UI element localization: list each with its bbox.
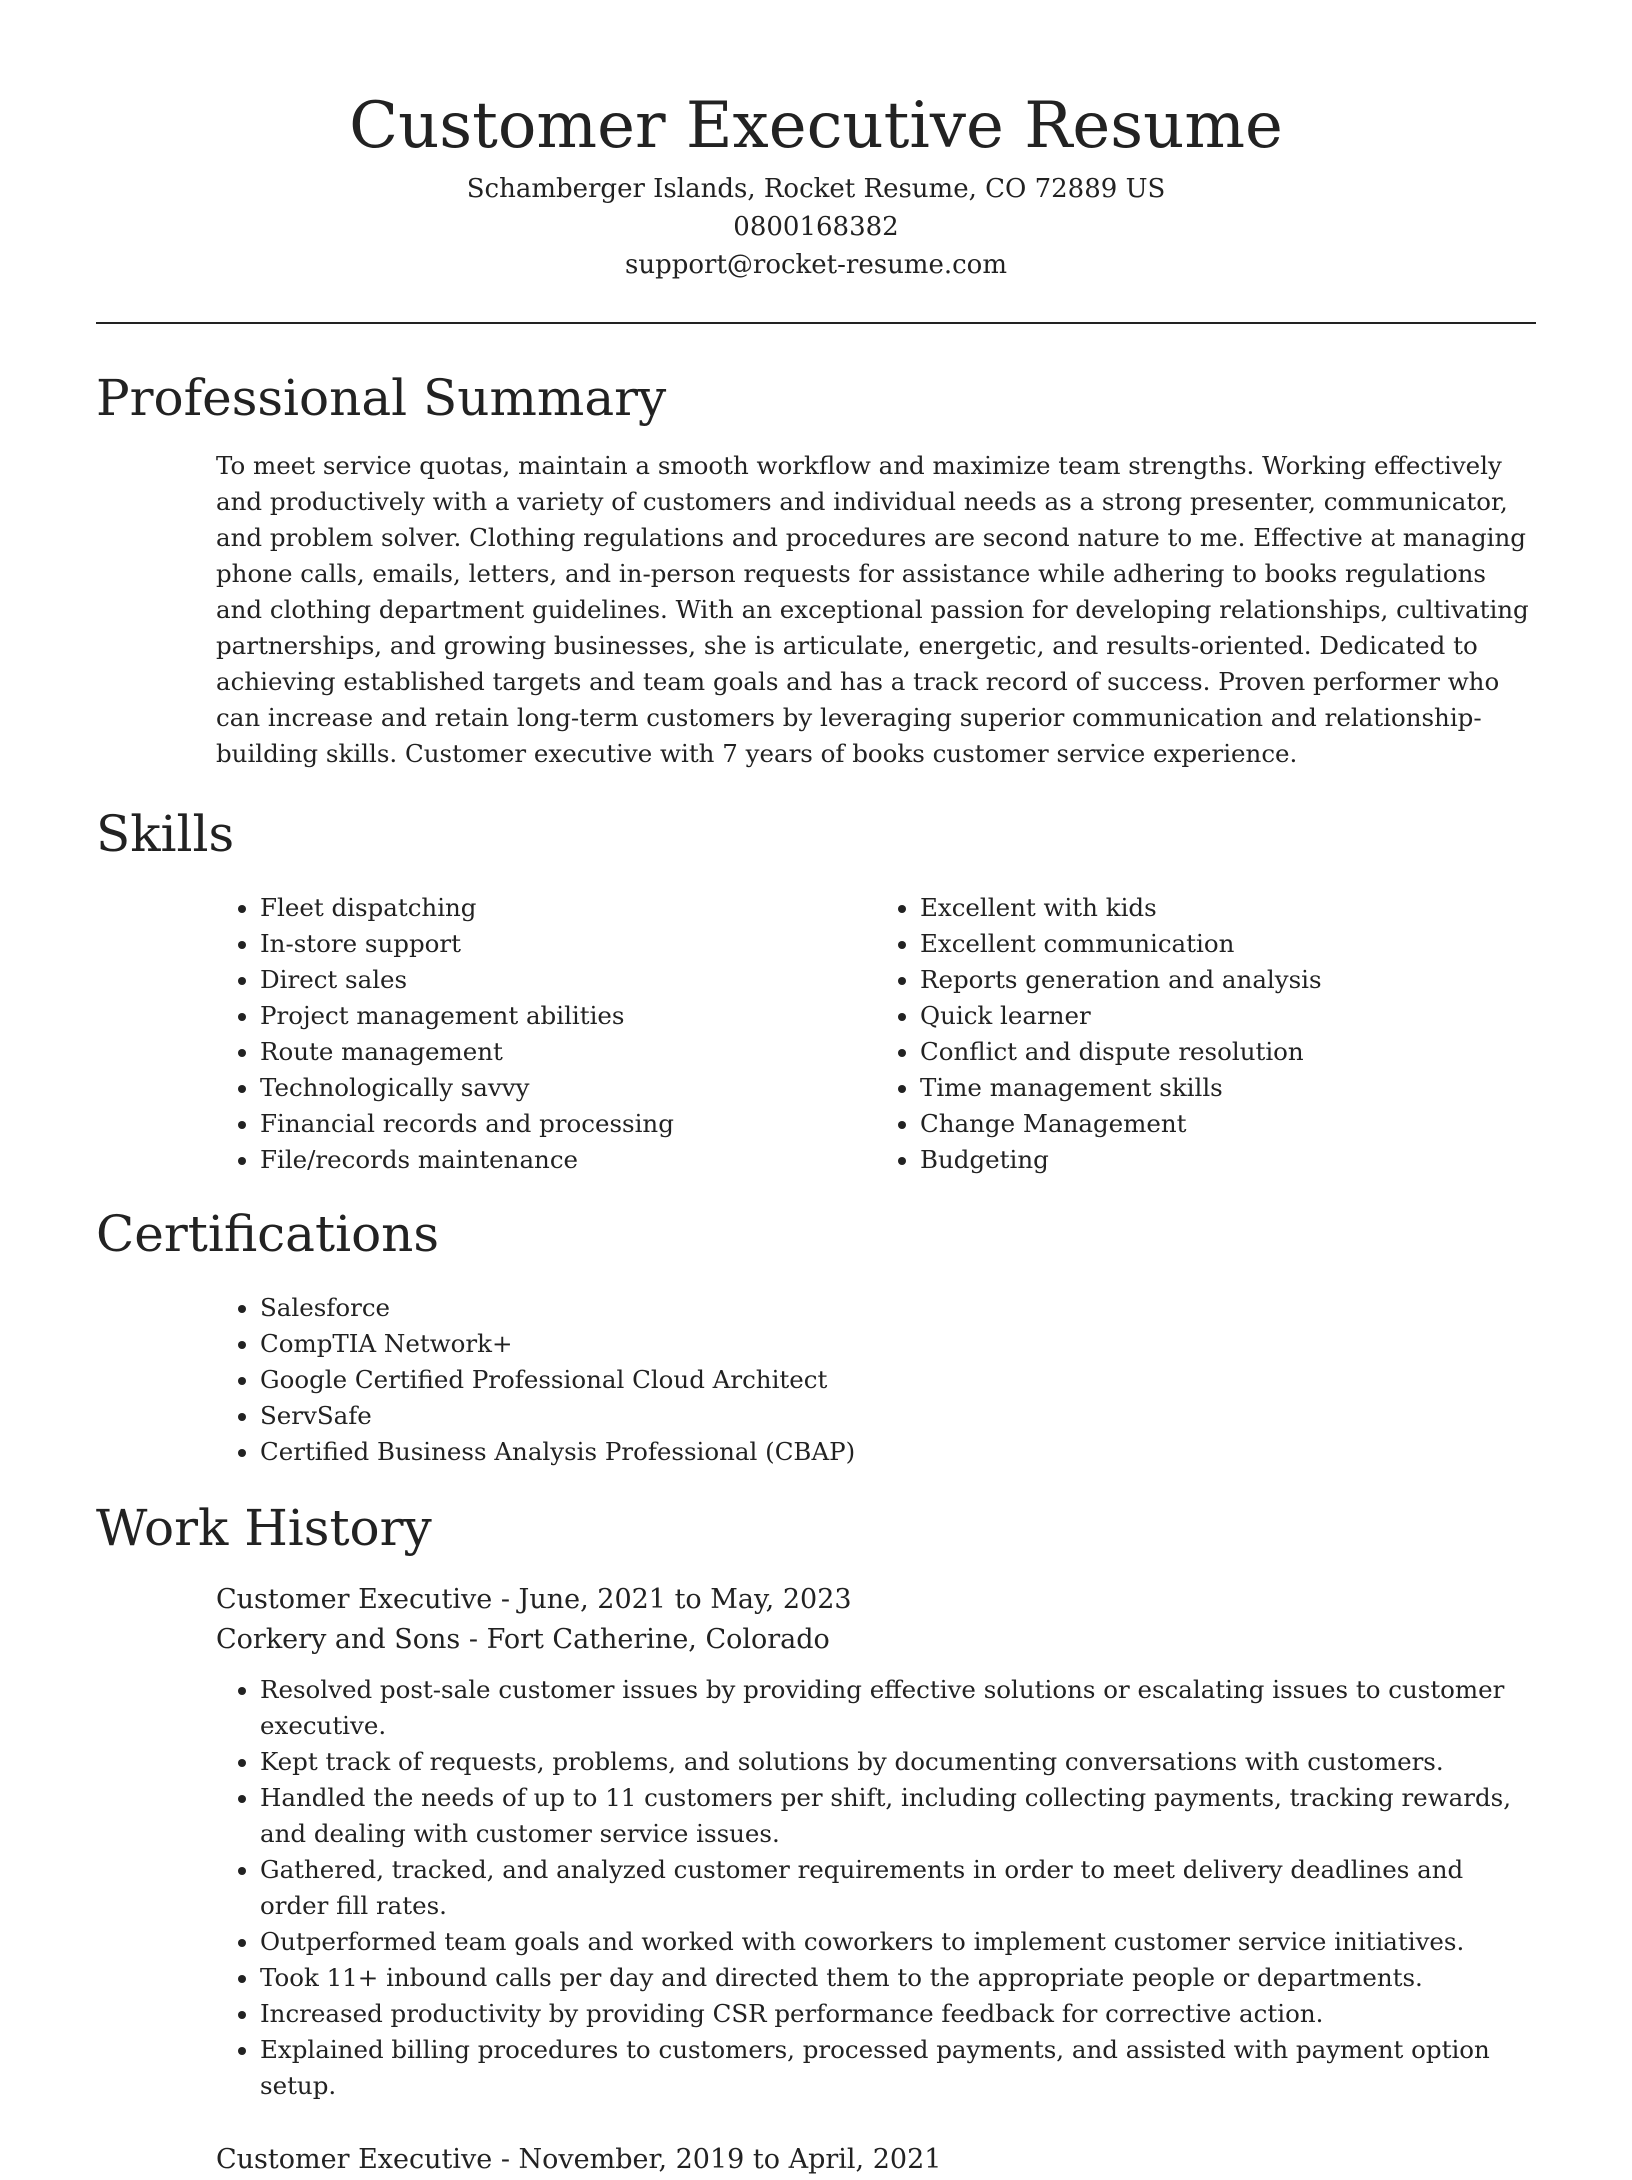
work-history-section	[0, 1492, 1632, 2180]
certification-item: • Google Certified Professional Cloud Architect	[260, 1362, 1536, 1398]
job-dates: November, 2019 to April, 2021	[518, 2144, 942, 2175]
skill-item: • In-store support	[260, 926, 876, 962]
job-bullet: • Outperformed team goals and worked with coworkers to implement customer service initiatives.	[260, 1924, 1536, 1960]
job-title-line: Customer Executive - June, 2021 to May, 2023	[216, 1584, 852, 1615]
job-bullet: • Gathered, tracked, and analyzed customer requirements in order to meet delivery deadlines and order fill rates.	[260, 1852, 1536, 1924]
skill-item: • Excellent communication	[920, 926, 1536, 962]
header-divider	[96, 322, 1536, 324]
skill-item: • File/records maintenance	[260, 1142, 876, 1178]
job-entry	[216, 1580, 1536, 2104]
contact-address: Schamberger Islands, Rocket Resume, CO 72889 US	[466, 174, 1166, 204]
skill-item: • Quick learner	[920, 998, 1536, 1034]
summary-section	[0, 362, 1632, 772]
certification-item: • CompTIA Network+	[260, 1326, 1536, 1362]
skill-item: • Technologically savvy	[260, 1070, 876, 1106]
job-bullet: • Handled the needs of up to 11 customers per shift, including collecting payments, tracking rewards, and dealing with customer service issues.	[260, 1780, 1536, 1852]
certifications-heading: Certifications	[96, 1205, 440, 1263]
job-bullet: • Resolved post-sale customer issues by providing effective solutions or escalating issues to customer executive.	[260, 1672, 1536, 1744]
contact-email: support@rocket-resume.com	[624, 250, 1007, 280]
skill-item: • Fleet dispatching	[260, 890, 876, 926]
skills-column-right	[876, 890, 1536, 1178]
summary-heading: Professional Summary	[96, 369, 667, 427]
job-title: Customer Executive	[216, 1584, 493, 1615]
job-title-line: Customer Executive - November, 2019 to April, 2021	[216, 2144, 942, 2175]
contact-phone: 0800168382	[733, 212, 899, 242]
job-bullet: • Took 11+ inbound calls per day and directed them to the appropriate people or departments.	[260, 1960, 1536, 1996]
job-location: Fort Catherine, Colorado	[486, 1624, 830, 1655]
skills-list-left	[216, 890, 876, 1178]
certifications-list-wrap	[216, 1290, 1536, 1470]
resume-header	[0, 0, 1632, 284]
skills-list-right	[876, 890, 1536, 1178]
skill-item: • Time management skills	[920, 1070, 1536, 1106]
contact-info	[0, 170, 1632, 284]
certification-item: • Certified Business Analysis Professional (CBAP)	[260, 1434, 1536, 1470]
job-dates: June, 2021 to May, 2023	[518, 1584, 852, 1615]
job-bullet: • Explained billing procedures to customers, processed payments, and assisted with payment option setup.	[260, 2032, 1536, 2104]
summary-text: To meet service quotas, maintain a smooth workflow and maximize team strengths. Working effectively and productively with a variety of customers and individual needs as a strong presenter, communicator, and problem solver. Clothing regulations and procedures are second nature to me. Effective at managing phone calls, emails, letters, and in-person requests for assistance while adhering to books regulations and clothing department guidelines. With an exceptional passion for developing relationships, cultivating partnerships, and growing businesses, she is articulate, energetic, and results-oriented. Dedicated to achieving established targets and team goals and has a track record of success. Proven performer who can increase and retain long-term customers by leveraging superior communication and relationship-building skills. Customer executive with 7 years of books customer service experience.	[216, 451, 1529, 768]
skill-item: • Project management abilities	[260, 998, 876, 1034]
job-entry	[216, 2140, 1536, 2180]
skill-item: • Reports generation and analysis	[920, 962, 1536, 998]
job-bullet: • Kept track of requests, problems, and solutions by documenting conversations with customers.	[260, 1744, 1536, 1780]
skill-item: • Financial records and processing	[260, 1106, 876, 1142]
skill-item: • Change Management	[920, 1106, 1536, 1142]
skill-item: • Excellent with kids	[920, 890, 1536, 926]
skills-section	[0, 798, 1632, 1178]
skills-grid	[216, 890, 1536, 1178]
job-bullet: • Increased productivity by providing CSR performance feedback for corrective action.	[260, 1996, 1536, 2032]
certification-item: • Salesforce	[260, 1290, 1536, 1326]
job-company-line: Corkery and Sons - Fort Catherine, Colorado	[216, 1624, 830, 1655]
certification-item: • ServSafe	[260, 1398, 1536, 1434]
skills-heading: Skills	[96, 805, 235, 863]
skill-item: • Conflict and dispute resolution	[920, 1034, 1536, 1070]
skill-item: • Budgeting	[920, 1142, 1536, 1178]
skill-item: • Direct sales	[260, 962, 876, 998]
job-bullets-wrap	[216, 1672, 1536, 2104]
work-history-heading: Work History	[96, 1499, 432, 1557]
job-company: Corkery and Sons	[216, 1624, 461, 1655]
job-bullets	[216, 1672, 1536, 2104]
job-title: Customer Executive	[216, 2144, 493, 2175]
resume-title: Customer Executive Resume	[349, 89, 1283, 163]
certifications-section	[0, 1198, 1632, 1470]
certifications-list	[216, 1290, 1536, 1470]
skills-column-left	[216, 890, 876, 1178]
skill-item: • Route management	[260, 1034, 876, 1070]
